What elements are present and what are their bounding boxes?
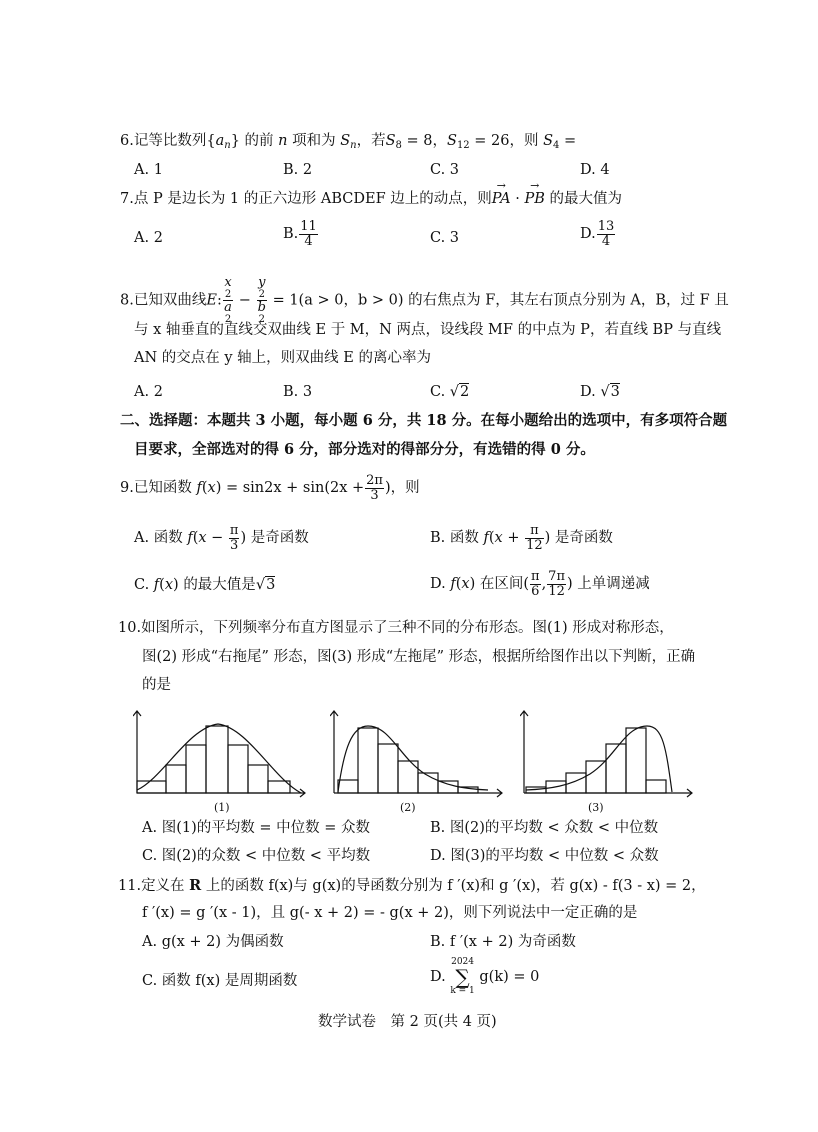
q7-option-b: B. $\frac{11}{4}$ — [283, 219, 317, 249]
q7-option-c: C. 3 — [430, 230, 460, 246]
q10-line3: 的是 — [142, 677, 171, 693]
q11-line1: 11.定义在 R 上的函数 f(x)与 g(x)的导函数分别为 f ′(x)和 g ′(x)，若 g(x) - f(3 - x) = 2， — [118, 877, 706, 894]
figure-3-label: (3) — [588, 801, 604, 814]
q6-option-d: D. 4 — [580, 162, 610, 178]
q7-option-a: A. 2 — [134, 230, 163, 246]
q8-option-a: A. 2 — [134, 384, 163, 400]
figure-1-label: (1) — [214, 801, 230, 814]
q9-option-c: C. f(x) 的最大值是√3 — [134, 577, 276, 593]
q10-option-d: D. 图(3)的平均数 < 中位数 < 众数 — [430, 848, 659, 864]
q9-option-a: A. 函数 f(x − $\frac{\pi}{3}$ ) 是奇函数 — [134, 523, 309, 553]
q11-option-c: C. 函数 f(x) 是周期函数 — [142, 973, 298, 989]
summation-symbol: 2024 ∑ k = 1 — [450, 957, 475, 996]
histogram-figure-3 — [520, 708, 695, 803]
q6-option-b: B. 2 — [283, 162, 313, 178]
q9-option-d: D. f(x) 在区间( $\frac{\pi}{6}$ , $\frac{7\pi}{12}$ ) 上单调递减 — [430, 569, 650, 599]
q11-line2: f ′(x) = g ′(x - 1)，且 g(- x + 2) = - g(x + 2)，则下列说法中一定正确的是 — [142, 905, 638, 921]
q10-option-c: C. 图(2)的众数 < 中位数 < 平均数 — [142, 848, 371, 864]
q8-line3: AN 的交点在 y 轴上，则双曲线 E 的离心率为 — [134, 350, 431, 366]
q10-option-a: A. 图(1)的平均数 = 中位数 = 众数 — [142, 820, 370, 836]
q8-option-b: B. 3 — [283, 384, 313, 400]
q10-line1: 10.如图所示，下列频率分布直方图显示了三种不同的分布形态。图(1) 形成对称形态， — [118, 620, 674, 636]
q8-line2: 与 x 轴垂直的直线交双曲线 E 于 M，N 两点，设线段 MF 的中点为 P，若直线 BP 与直线 — [134, 322, 722, 338]
histogram-figure-1 — [133, 708, 308, 803]
section2-header-line2: 目要求，全部选对的得 6 分，部分选对的得部分分，有选错的得 0 分。 — [134, 441, 595, 458]
q11-option-b: B. f ′(x + 2) 为奇函数 — [430, 934, 576, 950]
q8-option-c: C. √2 — [430, 384, 470, 400]
q11-option-a: A. g(x + 2) 为偶函数 — [142, 934, 284, 950]
q6-stem: 6.记等比数列$\{a_n\}$ 的前 n 项和为 $S_n$，若$S_8 = 8$，$S_{12} = 26$，则 $S_4$ = — [120, 133, 577, 151]
q8-option-d: D. √3 — [580, 384, 620, 400]
q9-option-b: B. 函数 f(x + $\frac{\pi}{12}$ ) 是奇函数 — [430, 523, 613, 553]
q8-line1: 8.已知双曲线E: x 2 a 2 − y 2 b 2 = 1(a > 0，b > 0) 的右焦点为 F，其左右顶点分别为 A，B，过 F 且 — [120, 275, 729, 325]
histogram-figure-2 — [330, 708, 505, 803]
q11-option-d: D. 2024 ∑ k = 1 g(k) = 0 — [430, 957, 540, 996]
q6-option-a: A. 1 — [134, 162, 163, 178]
q6-option-c: C. 3 — [430, 162, 460, 178]
q9-stem: 9.已知函数 f(x) = sin2x + sin(2x + $\frac{2\pi}{3}$ )，则 — [120, 473, 420, 503]
figure-2-label: (2) — [400, 801, 416, 814]
q10-line2: 图(2) 形成“右拖尾” 形态，图(3) 形成“左拖尾” 形态，根据所给图作出以下判断，正确 — [142, 649, 696, 665]
q10-option-b: B. 图(2)的平均数 < 众数 < 中位数 — [430, 820, 659, 836]
q7-option-d: D. $\frac{13}{4}$ — [580, 219, 615, 249]
section2-header-line1: 二、选择题：本题共 3 小题，每小题 6 分，共 18 分。在每小题给出的选项中，有多项符合题 — [120, 412, 728, 429]
q7-stem: 7.点 P 是边长为 1 的正六边形 ABCDEF 边上的动点，则→ PA · → PB 的最大值为 — [120, 191, 622, 208]
page-footer: 数学试卷 第 2 页(共 4 页) — [318, 1014, 497, 1030]
